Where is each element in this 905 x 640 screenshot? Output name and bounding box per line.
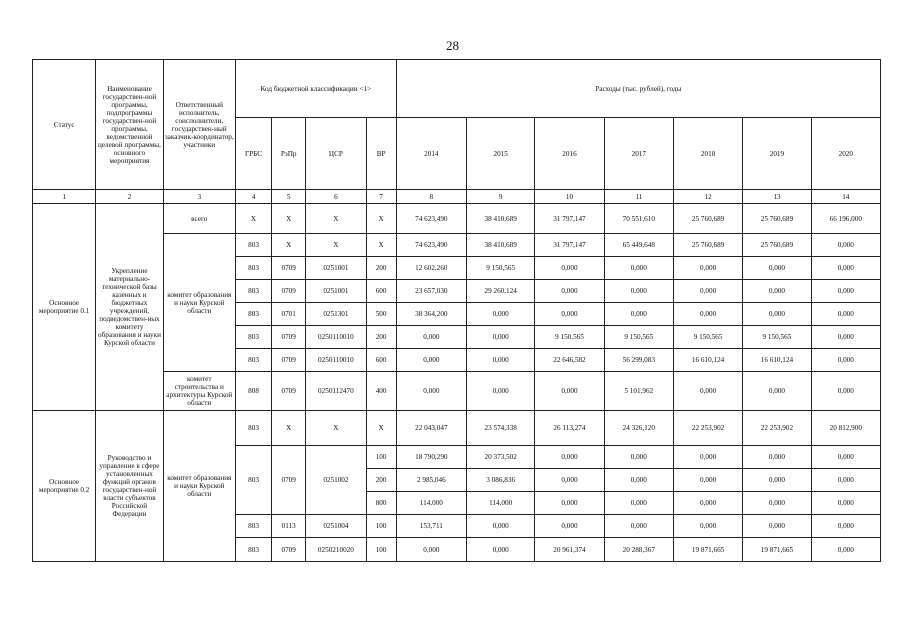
csr-cell: 0251002 bbox=[306, 446, 366, 515]
column-number-row bbox=[33, 190, 881, 204]
value-cell: 24 326,120 bbox=[604, 411, 673, 446]
csr-cell: X bbox=[306, 411, 366, 446]
executor-cell: всего bbox=[163, 204, 235, 234]
vr-cell: 100 bbox=[366, 538, 396, 562]
value-cell: 0,000 bbox=[535, 303, 604, 326]
grbs-cell: X bbox=[235, 204, 271, 234]
value-cell: 0,000 bbox=[673, 372, 742, 411]
value-cell: 0,000 bbox=[811, 446, 880, 469]
column-number: 9 bbox=[467, 190, 535, 204]
column-number: 13 bbox=[743, 190, 811, 204]
value-cell: 114,000 bbox=[467, 492, 535, 515]
header-year: 2014 bbox=[396, 118, 466, 190]
value-cell: 0,000 bbox=[743, 515, 811, 538]
csr-cell: X bbox=[306, 204, 366, 234]
value-cell: 22 253,902 bbox=[743, 411, 811, 446]
value-cell: 2 985,046 bbox=[396, 469, 466, 492]
table-row bbox=[33, 411, 881, 446]
header-name: Наименование государствен-ной программы, подпрограммы государствен-ной программы, ведомственной целевой программы, основного мероприятия bbox=[96, 60, 163, 190]
value-cell: 0,000 bbox=[604, 492, 673, 515]
column-number: 7 bbox=[366, 190, 396, 204]
csr-cell: X bbox=[306, 234, 366, 257]
value-cell: 0,000 bbox=[673, 303, 742, 326]
value-cell: 25 760,689 bbox=[743, 204, 811, 234]
value-cell: 19 871,665 bbox=[673, 538, 742, 562]
rzpr-cell: 0701 bbox=[272, 303, 306, 326]
rzpr-cell: X bbox=[272, 204, 306, 234]
value-cell: 38 364,200 bbox=[396, 303, 466, 326]
value-cell: 3 086,836 bbox=[467, 469, 535, 492]
value-cell: 0,000 bbox=[811, 280, 880, 303]
vr-cell: 600 bbox=[366, 349, 396, 372]
column-number: 3 bbox=[163, 190, 235, 204]
value-cell: 0,000 bbox=[535, 257, 604, 280]
csr-cell: 0251301 bbox=[306, 303, 366, 326]
value-cell: 74 623,490 bbox=[396, 234, 466, 257]
value-cell: 0,000 bbox=[811, 515, 880, 538]
rzpr-cell: 0709 bbox=[272, 372, 306, 411]
value-cell: 29 260,124 bbox=[467, 280, 535, 303]
rzpr-cell: 0709 bbox=[272, 349, 306, 372]
grbs-cell: 803 bbox=[235, 515, 271, 538]
vr-cell: 200 bbox=[366, 257, 396, 280]
grbs-cell: 803 bbox=[235, 446, 271, 515]
value-cell: 22 253,902 bbox=[673, 411, 742, 446]
value-cell: 0,000 bbox=[811, 349, 880, 372]
grbs-cell: 803 bbox=[235, 234, 271, 257]
csr-cell: 0250110010 bbox=[306, 326, 366, 349]
value-cell: 9 150,565 bbox=[467, 257, 535, 280]
budget-table bbox=[32, 59, 881, 562]
value-cell: 0,000 bbox=[604, 280, 673, 303]
grbs-cell: 803 bbox=[235, 326, 271, 349]
value-cell: 0,000 bbox=[673, 280, 742, 303]
header-grbs: ГРБС bbox=[235, 118, 271, 190]
grbs-cell: 803 bbox=[235, 303, 271, 326]
value-cell: 0,000 bbox=[467, 326, 535, 349]
column-number: 1 bbox=[33, 190, 96, 204]
vr-cell: X bbox=[366, 411, 396, 446]
value-cell: 9 150,565 bbox=[673, 326, 742, 349]
value-cell: 19 871,665 bbox=[743, 538, 811, 562]
column-number: 4 bbox=[235, 190, 271, 204]
value-cell: 0,000 bbox=[743, 372, 811, 411]
value-cell: 0,000 bbox=[811, 492, 880, 515]
value-cell: 20 288,367 bbox=[604, 538, 673, 562]
value-cell: 66 196,000 bbox=[811, 204, 880, 234]
value-cell: 9 150,565 bbox=[604, 326, 673, 349]
value-cell: 31 797,147 bbox=[535, 234, 604, 257]
value-cell: 0,000 bbox=[535, 446, 604, 469]
header-vr: ВР bbox=[366, 118, 396, 190]
vr-cell: 100 bbox=[366, 515, 396, 538]
header-year: 2017 bbox=[604, 118, 673, 190]
value-cell: 0,000 bbox=[604, 446, 673, 469]
value-cell: 25 760,689 bbox=[673, 234, 742, 257]
value-cell: 0,000 bbox=[396, 349, 466, 372]
header-csr: ЦСР bbox=[306, 118, 366, 190]
csr-cell: 0251001 bbox=[306, 257, 366, 280]
value-cell: 23 657,030 bbox=[396, 280, 466, 303]
csr-cell: 0251001 bbox=[306, 280, 366, 303]
column-number: 11 bbox=[604, 190, 673, 204]
executor-cell: комитет строительства и архитектуры Курской области bbox=[163, 372, 235, 411]
status-cell: Основное мероприятие 0.2 bbox=[33, 411, 96, 562]
value-cell: 20 961,374 bbox=[535, 538, 604, 562]
value-cell: 0,000 bbox=[673, 492, 742, 515]
grbs-cell: 803 bbox=[235, 280, 271, 303]
grbs-cell: 808 bbox=[235, 372, 271, 411]
column-number: 12 bbox=[673, 190, 742, 204]
column-number: 6 bbox=[306, 190, 366, 204]
grbs-cell: 803 bbox=[235, 538, 271, 562]
value-cell: 22 043,047 bbox=[396, 411, 466, 446]
value-cell: 56 299,083 bbox=[604, 349, 673, 372]
rzpr-cell: 0709 bbox=[272, 257, 306, 280]
value-cell: 0,000 bbox=[467, 538, 535, 562]
header-row bbox=[33, 60, 881, 118]
header-expenses: Расходы (тыс. рублей), годы bbox=[396, 60, 880, 118]
vr-cell: 500 bbox=[366, 303, 396, 326]
value-cell: 12 602,260 bbox=[396, 257, 466, 280]
vr-cell: 200 bbox=[366, 326, 396, 349]
value-cell: 0,000 bbox=[604, 469, 673, 492]
rzpr-cell: 0113 bbox=[272, 515, 306, 538]
value-cell: 0,000 bbox=[396, 372, 466, 411]
value-cell: 20 373,502 bbox=[467, 446, 535, 469]
column-number: 2 bbox=[96, 190, 163, 204]
value-cell: 0,000 bbox=[535, 469, 604, 492]
value-cell: 114,000 bbox=[396, 492, 466, 515]
vr-cell: 100 bbox=[366, 446, 396, 469]
value-cell: 38 410,689 bbox=[467, 204, 535, 234]
header-year: 2015 bbox=[467, 118, 535, 190]
value-cell: 9 150,565 bbox=[743, 326, 811, 349]
rzpr-cell: 0709 bbox=[272, 538, 306, 562]
column-number: 10 bbox=[535, 190, 604, 204]
value-cell: 23 574,338 bbox=[467, 411, 535, 446]
value-cell: 26 113,274 bbox=[535, 411, 604, 446]
value-cell: 0,000 bbox=[811, 326, 880, 349]
value-cell: 0,000 bbox=[811, 303, 880, 326]
value-cell: 153,711 bbox=[396, 515, 466, 538]
value-cell: 0,000 bbox=[811, 372, 880, 411]
vr-cell: 800 bbox=[366, 492, 396, 515]
value-cell: 0,000 bbox=[743, 257, 811, 280]
csr-cell: 0251004 bbox=[306, 515, 366, 538]
grbs-cell: 803 bbox=[235, 411, 271, 446]
value-cell: 0,000 bbox=[811, 469, 880, 492]
value-cell: 0,000 bbox=[811, 538, 880, 562]
value-cell: 70 551,610 bbox=[604, 204, 673, 234]
value-cell: 38 410,689 bbox=[467, 234, 535, 257]
value-cell: 0,000 bbox=[396, 326, 466, 349]
header-year: 2019 bbox=[743, 118, 811, 190]
executor-cell: комитет образования и науки Курской области bbox=[163, 411, 235, 562]
rzpr-cell: X bbox=[272, 234, 306, 257]
csr-cell: 0250112470 bbox=[306, 372, 366, 411]
name-cell: Укрепление материально-технической базы казенных и бюджетных учреждений, подведомствен-ных комитету образования и науки Курской области bbox=[96, 204, 163, 411]
header-rzpr: РзПр bbox=[272, 118, 306, 190]
value-cell: 0,000 bbox=[467, 372, 535, 411]
value-cell: 22 646,582 bbox=[535, 349, 604, 372]
vr-cell: X bbox=[366, 234, 396, 257]
header-status: Статус bbox=[33, 60, 96, 190]
rzpr-cell: 0709 bbox=[272, 280, 306, 303]
value-cell: 16 610,124 bbox=[673, 349, 742, 372]
value-cell: 0,000 bbox=[467, 349, 535, 372]
value-cell: 0,000 bbox=[673, 446, 742, 469]
name-cell: Руководство и управление в сфере установленных функций органов государствен-ной власти субъектов Российской Федерации bbox=[96, 411, 163, 562]
rzpr-cell: X bbox=[272, 411, 306, 446]
value-cell: 0,000 bbox=[673, 515, 742, 538]
value-cell: 0,000 bbox=[396, 538, 466, 562]
value-cell: 0,000 bbox=[743, 303, 811, 326]
value-cell: 0,000 bbox=[743, 469, 811, 492]
value-cell: 65 449,648 bbox=[604, 234, 673, 257]
value-cell: 9 150,565 bbox=[535, 326, 604, 349]
page-number: 28 bbox=[446, 38, 459, 53]
value-cell: 0,000 bbox=[535, 280, 604, 303]
value-cell: 25 760,689 bbox=[673, 204, 742, 234]
value-cell: 18 790,290 bbox=[396, 446, 466, 469]
grbs-cell: 803 bbox=[235, 257, 271, 280]
status-cell: Основное мероприятие 0.1 bbox=[33, 204, 96, 411]
rzpr-cell: 0709 bbox=[272, 326, 306, 349]
header-year: 2020 bbox=[811, 118, 880, 190]
value-cell: 0,000 bbox=[604, 515, 673, 538]
value-cell: 0,000 bbox=[811, 234, 880, 257]
value-cell: 0,000 bbox=[535, 492, 604, 515]
value-cell: 0,000 bbox=[604, 303, 673, 326]
header-year: 2016 bbox=[535, 118, 604, 190]
grbs-cell: 803 bbox=[235, 349, 271, 372]
csr-cell: 0250210020 bbox=[306, 538, 366, 562]
column-number: 5 bbox=[272, 190, 306, 204]
header-budget-codes: Код бюджетной классификации <1> bbox=[235, 60, 396, 118]
value-cell: 31 797,147 bbox=[535, 204, 604, 234]
rzpr-cell: 0709 bbox=[272, 446, 306, 515]
value-cell: 0,000 bbox=[673, 257, 742, 280]
value-cell: 0,000 bbox=[673, 469, 742, 492]
vr-cell: 200 bbox=[366, 469, 396, 492]
executor-cell: комитет образования и науки Курской области bbox=[163, 234, 235, 372]
value-cell: 0,000 bbox=[811, 257, 880, 280]
column-number: 14 bbox=[811, 190, 880, 204]
value-cell: 20 812,900 bbox=[811, 411, 880, 446]
value-cell: 0,000 bbox=[467, 303, 535, 326]
value-cell: 0,000 bbox=[535, 515, 604, 538]
header-executor: Ответственный исполнитель, соисполнители, государствен-ный заказчик-координатор, участники bbox=[163, 60, 235, 190]
table-row bbox=[33, 204, 881, 234]
csr-cell: 0250110010 bbox=[306, 349, 366, 372]
value-cell: 0,000 bbox=[743, 446, 811, 469]
header-year: 2018 bbox=[673, 118, 742, 190]
value-cell: 0,000 bbox=[743, 492, 811, 515]
column-number: 8 bbox=[396, 190, 466, 204]
value-cell: 0,000 bbox=[467, 515, 535, 538]
value-cell: 0,000 bbox=[743, 280, 811, 303]
vr-cell: 600 bbox=[366, 280, 396, 303]
vr-cell: 400 bbox=[366, 372, 396, 411]
value-cell: 16 610,124 bbox=[743, 349, 811, 372]
value-cell: 0,000 bbox=[535, 372, 604, 411]
value-cell: 5 101,962 bbox=[604, 372, 673, 411]
vr-cell: X bbox=[366, 204, 396, 234]
value-cell: 74 623,490 bbox=[396, 204, 466, 234]
value-cell: 0,000 bbox=[604, 257, 673, 280]
value-cell: 25 760,689 bbox=[743, 234, 811, 257]
